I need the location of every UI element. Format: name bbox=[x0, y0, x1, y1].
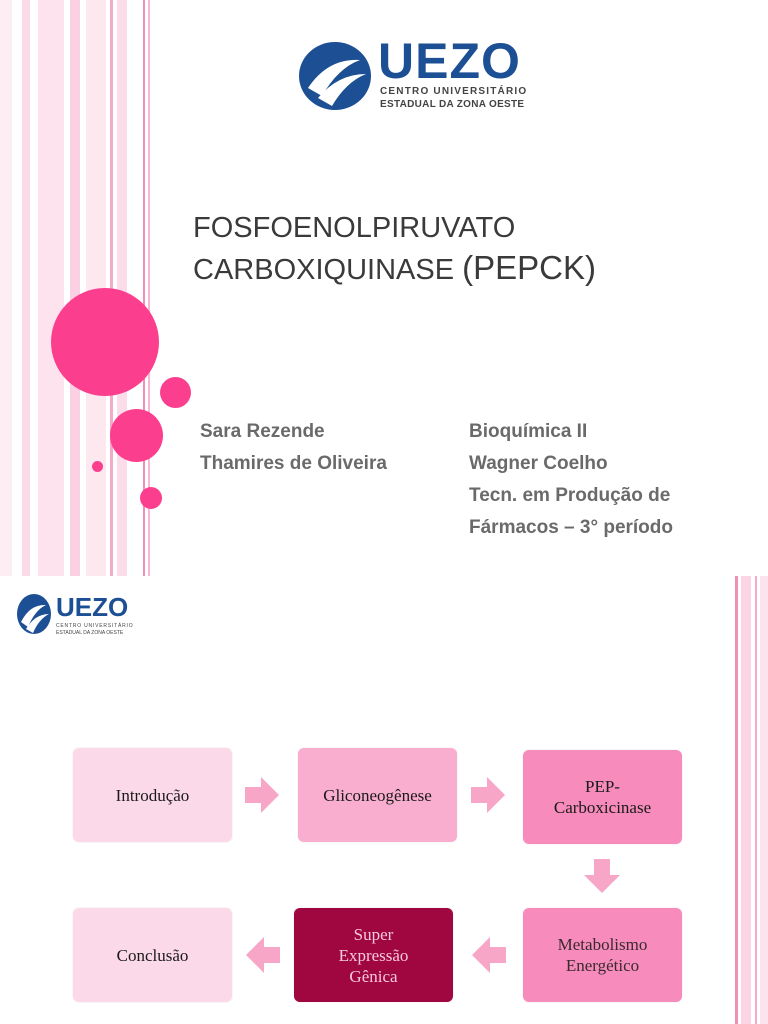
author-name: Sara Rezende bbox=[200, 421, 325, 442]
logo-line1: CENTRO UNIVERSITÁRIO bbox=[56, 623, 134, 629]
authors bbox=[200, 416, 387, 480]
flow-step-label: Gênica bbox=[349, 966, 398, 986]
logo-line2: ESTADUAL DA ZONA OESTE bbox=[380, 99, 525, 110]
flow-step-gliconeogenese[interactable] bbox=[298, 748, 457, 842]
arrow-left-icon bbox=[246, 937, 280, 973]
flow-step-label: Carboxicinase bbox=[553, 798, 652, 817]
stripe bbox=[117, 0, 127, 576]
logo-line2: ESTADUAL DA ZONA OESTE bbox=[56, 630, 124, 636]
uezo-logo bbox=[298, 33, 538, 118]
stripe bbox=[741, 576, 751, 1024]
flow-step-pep-carboxicinase[interactable] bbox=[523, 750, 682, 844]
course-program: Fármacos – 3° período bbox=[469, 517, 673, 538]
flow-step-label: Conclusão bbox=[116, 945, 189, 965]
flow-step-introducao[interactable] bbox=[73, 748, 232, 842]
flow-step-label: Super bbox=[353, 924, 394, 944]
decor-circle bbox=[160, 377, 191, 408]
flow-step-metabolismo-energetico[interactable] bbox=[523, 908, 682, 1002]
arrow-down-icon bbox=[584, 859, 620, 893]
flow-step-label: PEP- bbox=[585, 777, 620, 796]
flow-step-super-expressao-genica[interactable] bbox=[294, 908, 453, 1002]
stripe bbox=[38, 0, 64, 576]
logo-line1: CENTRO UNIVERSITÁRIO bbox=[380, 86, 528, 97]
decor-circle bbox=[110, 409, 163, 462]
slide-title bbox=[193, 208, 713, 290]
flow-step-label: Metabolismo bbox=[557, 935, 648, 954]
author-name: Thamires de Oliveira bbox=[200, 453, 387, 474]
arrow-right-icon bbox=[471, 777, 505, 813]
uezo-logo-small bbox=[16, 592, 136, 640]
arrow-right-icon bbox=[245, 777, 279, 813]
decor-circle bbox=[140, 487, 162, 509]
title-line1: FOSFOENOLPIRUVATO bbox=[193, 212, 516, 244]
logo-brand: UEZO bbox=[56, 592, 129, 622]
stripe bbox=[755, 576, 757, 1024]
agenda-slide bbox=[0, 576, 768, 1024]
course-info bbox=[469, 416, 673, 544]
stripe bbox=[70, 0, 80, 576]
flow-step-label: Expressão bbox=[338, 945, 409, 965]
stripe bbox=[22, 0, 30, 576]
title-line2 bbox=[193, 248, 713, 290]
stripe bbox=[735, 576, 738, 1024]
title-abbreviation: (PEPCK) bbox=[462, 249, 596, 286]
arrow-left-icon bbox=[472, 937, 506, 973]
stripe bbox=[0, 0, 12, 576]
flow-step-label: Gliconeogênese bbox=[323, 785, 432, 805]
decor-circle-large bbox=[51, 288, 159, 396]
course-subject: Bioquímica II bbox=[469, 421, 588, 442]
course-program: Tecn. em Produção de bbox=[469, 485, 671, 506]
title-line2-main: CARBOXIQUINASE bbox=[193, 254, 463, 286]
uezo-logo-mark bbox=[16, 592, 54, 636]
stripe bbox=[760, 576, 768, 1024]
flow-step-conclusao[interactable] bbox=[73, 908, 232, 1002]
decor-circle-small bbox=[92, 461, 103, 472]
course-teacher: Wagner Coelho bbox=[469, 453, 608, 474]
flow-step-label: Energético bbox=[565, 956, 640, 975]
flow-step-label: Introdução bbox=[115, 785, 190, 805]
logo-brand: UEZO bbox=[378, 33, 521, 89]
